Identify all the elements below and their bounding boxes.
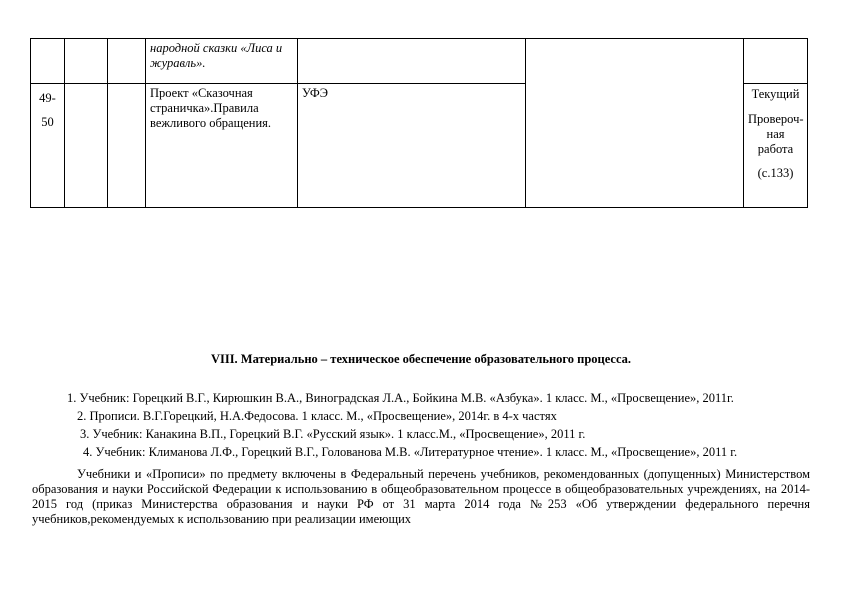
list-item: 1. Учебник: Горецкий В.Г., Кирюшкин В.А., Виноградская Л.А., Бойкина М.В. «Азбука». 1 класс. М., «Просвещение», 2011г. — [67, 391, 734, 405]
uud-cell: УФЭ — [298, 84, 526, 208]
lesson-topic-cell: народной сказки «Лиса и журавль». — [146, 39, 298, 84]
list-item: 3. Учебник: Канакина В.П., Горецкий В.Г. «Русский язык». 1 класс.М., «Просвещение», 2011 г. — [80, 427, 586, 441]
list-item: 2. Прописи. В.Г.Горецкий, Н.А.Федосова. 1 класс. М., «Просвещение», 2014г. в 4-х частях — [77, 409, 557, 423]
body-paragraph: Учебники и «Прописи» по предмету включены в Федеральный перечень учебников, рекомендованных (допущенных) Министерством образования и науки Российской Федерации к использованию в общеобразовательном процессе в общеобразовательных учреждениях, на 2014-2015 год (приказ Министерства образования и науки РФ от 31 марта 2014 года №253 «Об утверждении федерального перечня учебников,рекомендуемых к использованию при реализации имеющих — [32, 467, 810, 526]
lesson-topic-cell: Проект «Сказочная страничка».Правила вежливого обращения. — [146, 84, 298, 208]
lesson-number-cell: 49- 50 — [31, 84, 65, 208]
control-form: Проверочная работа — [748, 112, 804, 156]
lesson-plan-table — [30, 38, 808, 208]
lesson-number-cell — [31, 39, 65, 84]
control-page: (с.133) — [757, 166, 794, 180]
control-cell — [744, 84, 808, 208]
table-cell — [108, 84, 146, 208]
table-cell — [65, 39, 108, 84]
control-type: Текущий — [751, 87, 800, 101]
table-cell — [65, 84, 108, 208]
table-cell — [108, 39, 146, 84]
list-item: 4. Учебник: Климанова Л.Ф., Горецкий В.Г., Голованова М.В. «Литературное чтение». 1 класс. М., «Просвещение», 2011 г. — [83, 445, 738, 459]
table-cell — [526, 39, 744, 208]
uud-cell — [298, 39, 526, 84]
section-title: VIII. Материально – техническое обеспечение образовательного процесса. — [210, 352, 632, 366]
textbook-list — [32, 391, 810, 530]
control-cell — [744, 39, 808, 84]
table-row — [31, 39, 808, 84]
